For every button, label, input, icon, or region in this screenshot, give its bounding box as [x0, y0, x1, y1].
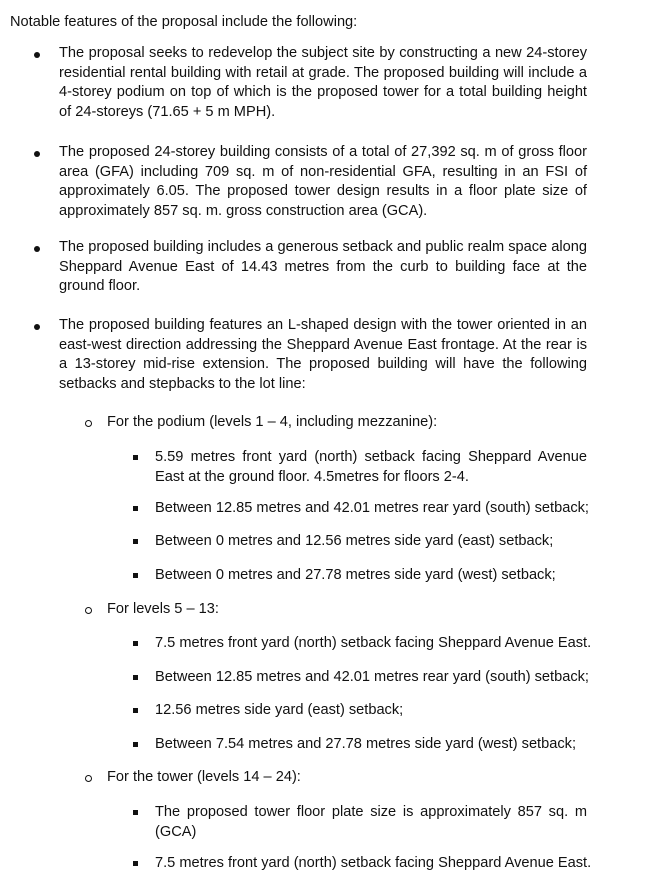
square-bullet-icon — [133, 675, 138, 680]
circle-bullet-icon — [85, 607, 92, 614]
section-heading-levels-5-13: For levels 5 – 13: — [107, 601, 219, 617]
mid-item-front: 7.5 metres front yard (north) setback facing Sheppard Avenue East. — [155, 635, 592, 651]
mid-item-east: 12.56 metres side yard (east) setback; — [155, 702, 404, 718]
mid-item-west: Between 7.54 metres and 27.78 metres side yard (west) setback; — [155, 736, 576, 752]
square-bullet-icon — [133, 573, 138, 578]
square-bullet-icon — [133, 641, 138, 646]
mid-item-rear: Between 12.85 metres and 42.01 metres rear yard (south) setback; — [155, 669, 589, 685]
square-bullet-icon — [133, 861, 138, 866]
podium-item-rear: Between 12.85 metres and 42.01 metres rear yard (south) setback; — [155, 500, 589, 516]
intro-paragraph: Notable features of the proposal include the following: — [10, 14, 358, 30]
podium-item-east: Between 0 metres and 12.56 metres side yard (east) setback; — [155, 533, 554, 549]
bullet-icon — [34, 324, 40, 330]
square-bullet-icon — [133, 810, 138, 815]
bullet-icon — [34, 151, 40, 157]
podium-item-front: 5.59 metres front yard (north) setback facing Sheppard Avenue East at the ground floor. 4.5metres for floors 2-4. — [155, 449, 587, 485]
bullet-item-setback: The proposed building includes a generous setback and public realm space along Sheppard Avenue East of 14.43 metres from the curb to building face at the ground floor. — [59, 239, 587, 294]
square-bullet-icon — [133, 455, 138, 460]
podium-item-west: Between 0 metres and 27.78 metres side yard (west) setback; — [155, 567, 556, 583]
square-bullet-icon — [133, 506, 138, 511]
square-bullet-icon — [133, 742, 138, 747]
bullet-item-l-shaped: The proposed building features an L-shaped design with the tower oriented in an east-west direction addressing the Sheppard Avenue East frontage. At the rear is a 13-storey mid-rise extension. The proposed building will have the following setbacks and stepbacks to the lot line: — [59, 317, 587, 392]
bullet-icon — [34, 52, 40, 58]
section-heading-tower: For the tower (levels 14 – 24): — [107, 769, 301, 785]
circle-bullet-icon — [85, 420, 92, 427]
tower-item-front: 7.5 metres front yard (north) setback facing Sheppard Avenue East. — [155, 855, 592, 871]
circle-bullet-icon — [85, 775, 92, 782]
bullet-item-gfa: The proposed 24-storey building consists of a total of 27,392 sq. m of gross floor area (GFA) including 709 sq. m of non-residential GFA, resulting in an FSI of approximately 6.05. The proposed tower design results in a floor plate size of approximately 857 sq. m. gross construction area (GCA). — [59, 144, 587, 219]
bullet-icon — [34, 246, 40, 252]
square-bullet-icon — [133, 539, 138, 544]
section-heading-podium: For the podium (levels 1 – 4, including mezzanine): — [107, 414, 438, 430]
tower-item-floorplate: The proposed tower floor plate size is approximately 857 sq. m (GCA) — [155, 804, 587, 840]
square-bullet-icon — [133, 708, 138, 713]
bullet-item-proposal: The proposal seeks to redevelop the subject site by constructing a new 24-storey residential rental building with retail at grade. The proposed building will include a 4-storey podium on top of which is the proposed tower for a total building height of 24-storeys (71.65 + 5 m MPH). — [59, 45, 587, 120]
